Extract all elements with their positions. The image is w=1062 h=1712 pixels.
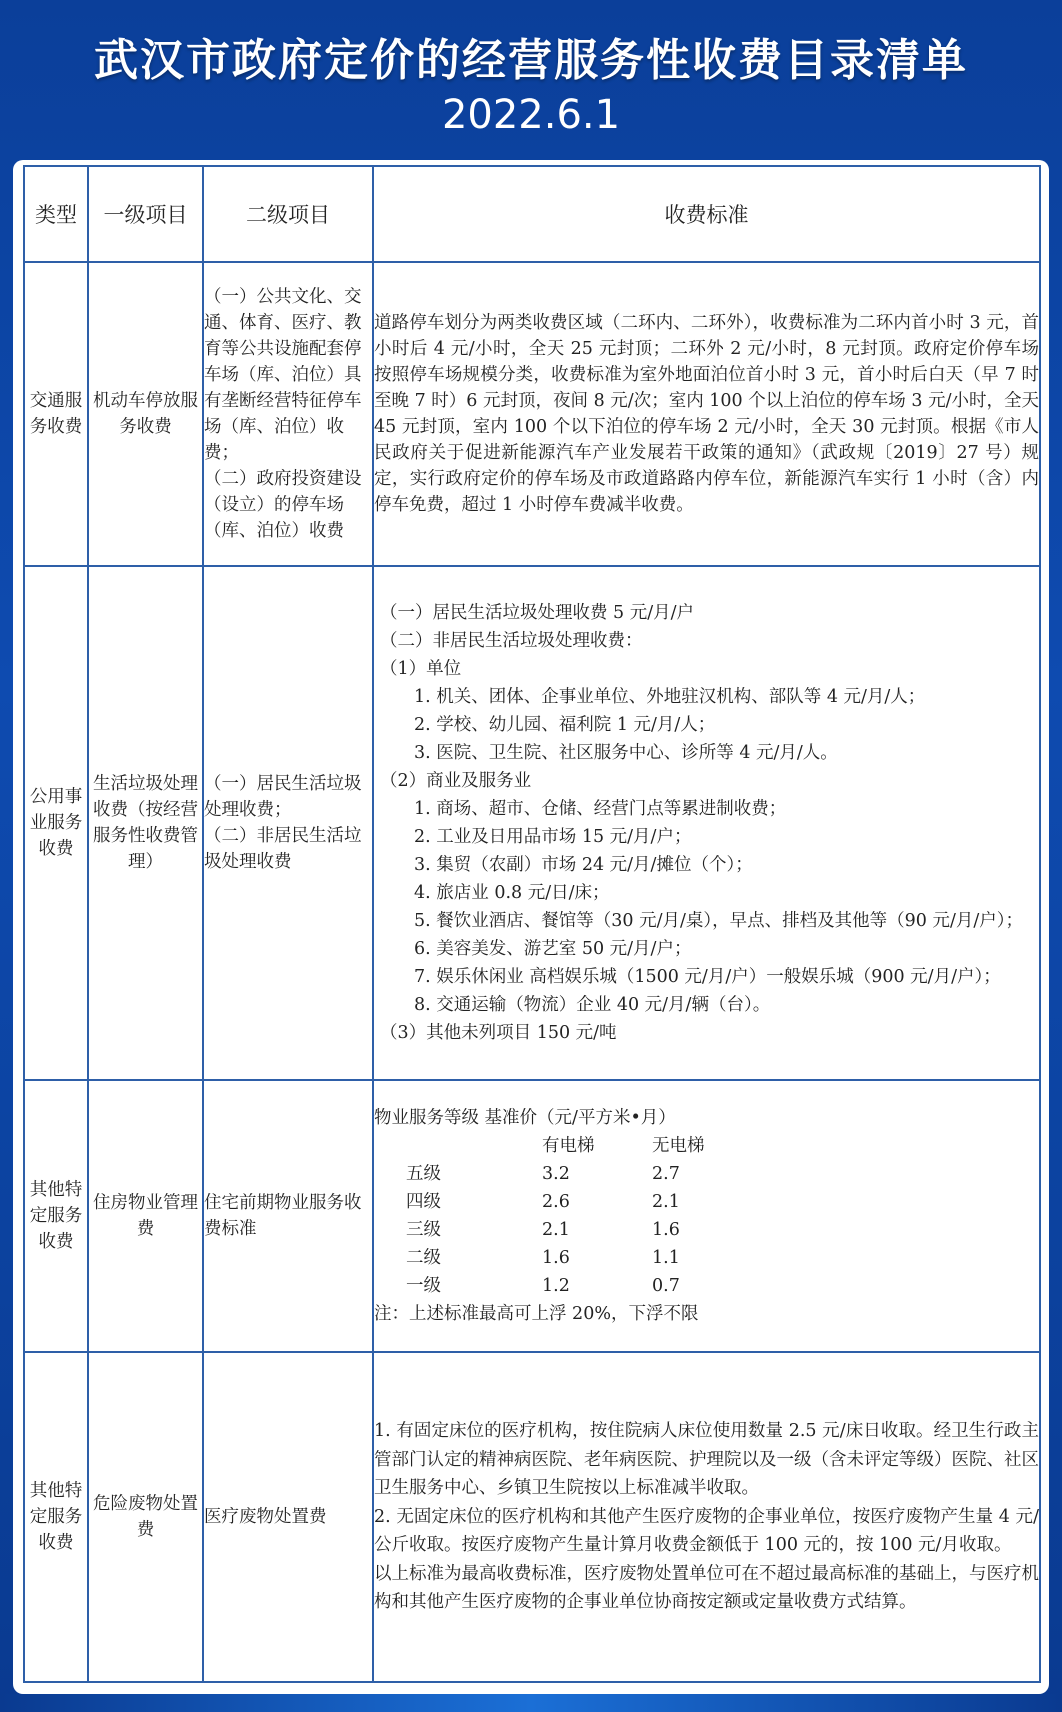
grade-no-elevator-price: 0.7 xyxy=(652,1276,680,1296)
grade-label: 三级 xyxy=(406,1220,441,1240)
col-header-standard: 收费标准 xyxy=(373,166,1040,262)
page-date: 2022.6.1 xyxy=(441,92,621,138)
col-header-level2: 二级项目 xyxy=(203,166,373,262)
standard-line: 7. 娱乐休闲业 高档娱乐城（1500 元/月/户）一般娱乐城（900 元/月/户）； xyxy=(414,967,1001,987)
table-row xyxy=(24,1352,1040,1682)
grade-no-elevator-price: 1.6 xyxy=(652,1220,680,1240)
level2-item: （一）公共文化、交通、体育、医疗、教育等公共设施配套停车场（库、泊位）具有垄断经营特征停车场（库、泊位）收费； xyxy=(204,287,362,463)
table-row xyxy=(24,1080,1040,1352)
fee-table xyxy=(23,165,1041,1683)
level2-item: （二）非居民生活垃圾处理收费 xyxy=(204,826,362,872)
level2-item: （二）政府投资建设（设立）的停车场（库、泊位）收费 xyxy=(204,469,362,541)
cell-type: 公用事业服务收费 xyxy=(24,566,88,1080)
grade-elevator-price: 1.2 xyxy=(542,1276,570,1296)
col-without-elevator: 无电梯 xyxy=(652,1136,705,1156)
table-header-row xyxy=(24,166,1040,262)
grade-elevator-price: 1.6 xyxy=(542,1248,570,1268)
grade-label: 一级 xyxy=(406,1276,441,1296)
grade-label: 二级 xyxy=(406,1248,441,1268)
cell-level2 xyxy=(203,262,373,566)
property-fee-grid xyxy=(374,1132,1039,1300)
cell-level2 xyxy=(203,1352,373,1682)
standard-line: 3. 集贸（农副）市场 24 元/月/摊位（个）； xyxy=(414,855,753,875)
cell-level2 xyxy=(203,1080,373,1352)
cell-level1: 生活垃圾处理收费（按经营服务性收费管理） xyxy=(88,566,203,1080)
cell-standard: 道路停车划分为两类收费区域（二环内、二环外），收费标准为二环内首小时 3 元，首小时后 4 元/小时，全天 25 元封顶；二环外 2 元/小时，8 元封顶。政府定价停车场按照停车场规模分类，收费标准为室外地面泊位首小时 3 元，首小时后白天（早 7 时至晚 7 时）6 元封顶，夜间 8 元/次；室内 100 个以上泊位的停车场 3 元/小时，全天 45 元封顶，室内 100 个以下泊位的停车场 2 元/小时，全天 30 元封顶。根据《市人民政府关于促进新能源汽车产业发展若干政策的通知》（武政规〔2019〕27 号）规定，实行政府定价的停车场及市政道路路内停车位，新能源汽车实行 1 小时（含）内停车免费，超过 1 小时停车费减半收费。 xyxy=(373,262,1040,566)
standard-line: （2）商业及服务业 xyxy=(380,771,532,791)
grade-no-elevator-price: 2.1 xyxy=(652,1192,680,1212)
property-fee-heading: 物业服务等级 基准价（元/平方米•月） xyxy=(374,1108,676,1128)
standard-line: 1. 商场、超市、仓储、经营门点等累进制收费； xyxy=(414,799,787,819)
grade-no-elevator-price: 1.1 xyxy=(652,1248,680,1268)
standard-line: （一）居民生活垃圾处理收费 5 元/月/户 xyxy=(380,603,695,623)
standard-line: （1）单位 xyxy=(380,659,462,679)
standard-line: 8. 交通运输（物流）企业 40 元/月/辆（台）。 xyxy=(414,995,771,1015)
standard-paragraph: 1. 有固定床位的医疗机构，按住院病人床位使用数量 2.5 元/床日收取。经卫生行政主管部门认定的精神病医院、老年病医院、护理院以及一级（含未评定等级）医院、社区卫生服务中心、乡镇卫生院按以上标准减半收取。 xyxy=(374,1421,1039,1499)
footer-strip xyxy=(0,1694,1062,1712)
page-title: 武汉市政府定价的经营服务性收费目录清单 xyxy=(94,35,968,86)
grade-label: 四级 xyxy=(406,1192,441,1212)
cell-level1: 危险废物处置费 xyxy=(88,1352,203,1682)
cell-type: 其他特定服务收费 xyxy=(24,1352,88,1682)
property-fee-note: 注：上述标准最高可上浮 20%，下浮不限 xyxy=(374,1304,699,1324)
standard-line: 3. 医院、卫生院、社区服务中心、诊所等 4 元/月/人。 xyxy=(414,743,838,763)
grade-label: 五级 xyxy=(406,1164,441,1184)
standard-line: 2. 工业及日用品市场 15 元/月/户； xyxy=(414,827,692,847)
cell-type: 交通服务收费 xyxy=(24,262,88,566)
col-header-level1: 一级项目 xyxy=(88,166,203,262)
table-row xyxy=(24,566,1040,1080)
standard-line: 4. 旅店业 0.8 元/日/床； xyxy=(414,883,610,903)
level2-item: 住宅前期物业服务收费标准 xyxy=(204,1193,362,1239)
cell-type: 其他特定服务收费 xyxy=(24,1080,88,1352)
standard-paragraph: 2. 无固定床位的医疗机构和其他产生医疗废物的企事业单位，按医疗废物产生量 4 元/公斤收取。按医疗废物产生量计算月收费金额低于 100 元的，按 100 元/月收取。 xyxy=(374,1506,1039,1556)
standard-line: （二）非居民生活垃圾处理收费： xyxy=(380,631,643,651)
standard-line: 5. 餐饮业酒店、餐馆等（30 元/月/桌），早点、排档及其他等（90 元/月/户）； xyxy=(414,911,1024,931)
table-card xyxy=(13,160,1049,1694)
grade-elevator-price: 3.2 xyxy=(542,1164,570,1184)
cell-standard xyxy=(373,1352,1040,1682)
cell-level1: 住房物业管理费 xyxy=(88,1080,203,1352)
col-with-elevator: 有电梯 xyxy=(542,1136,595,1156)
cell-level1: 机动车停放服务收费 xyxy=(88,262,203,566)
cell-standard xyxy=(373,566,1040,1080)
standard-line: 1. 机关、团体、企事业单位、外地驻汉机构、部队等 4 元/月/人； xyxy=(414,687,926,707)
level2-item: （一）居民生活垃圾处理收费； xyxy=(204,774,362,820)
cell-level2 xyxy=(203,566,373,1080)
table-row xyxy=(24,262,1040,566)
grade-elevator-price: 2.6 xyxy=(542,1192,570,1212)
level2-item: 医疗废物处置费 xyxy=(204,1507,327,1527)
standard-line: （3）其他未列项目 150 元/吨 xyxy=(380,1023,617,1043)
cell-standard xyxy=(373,1080,1040,1352)
standard-paragraph: 以上标准为最高收费标准，医疗废物处置单位可在不超过最高标准的基础上，与医疗机构和其他产生医疗废物的企事业单位协商按定额或定量收费方式结算。 xyxy=(374,1563,1039,1613)
standard-line: 2. 学校、幼儿园、福利院 1 元/月/人； xyxy=(414,715,716,735)
grade-no-elevator-price: 2.7 xyxy=(652,1164,680,1184)
col-header-type: 类型 xyxy=(24,166,88,262)
page-header xyxy=(0,0,1062,160)
grade-elevator-price: 2.1 xyxy=(542,1220,570,1240)
standard-line: 6. 美容美发、游艺室 50 元/月/户； xyxy=(414,939,692,959)
